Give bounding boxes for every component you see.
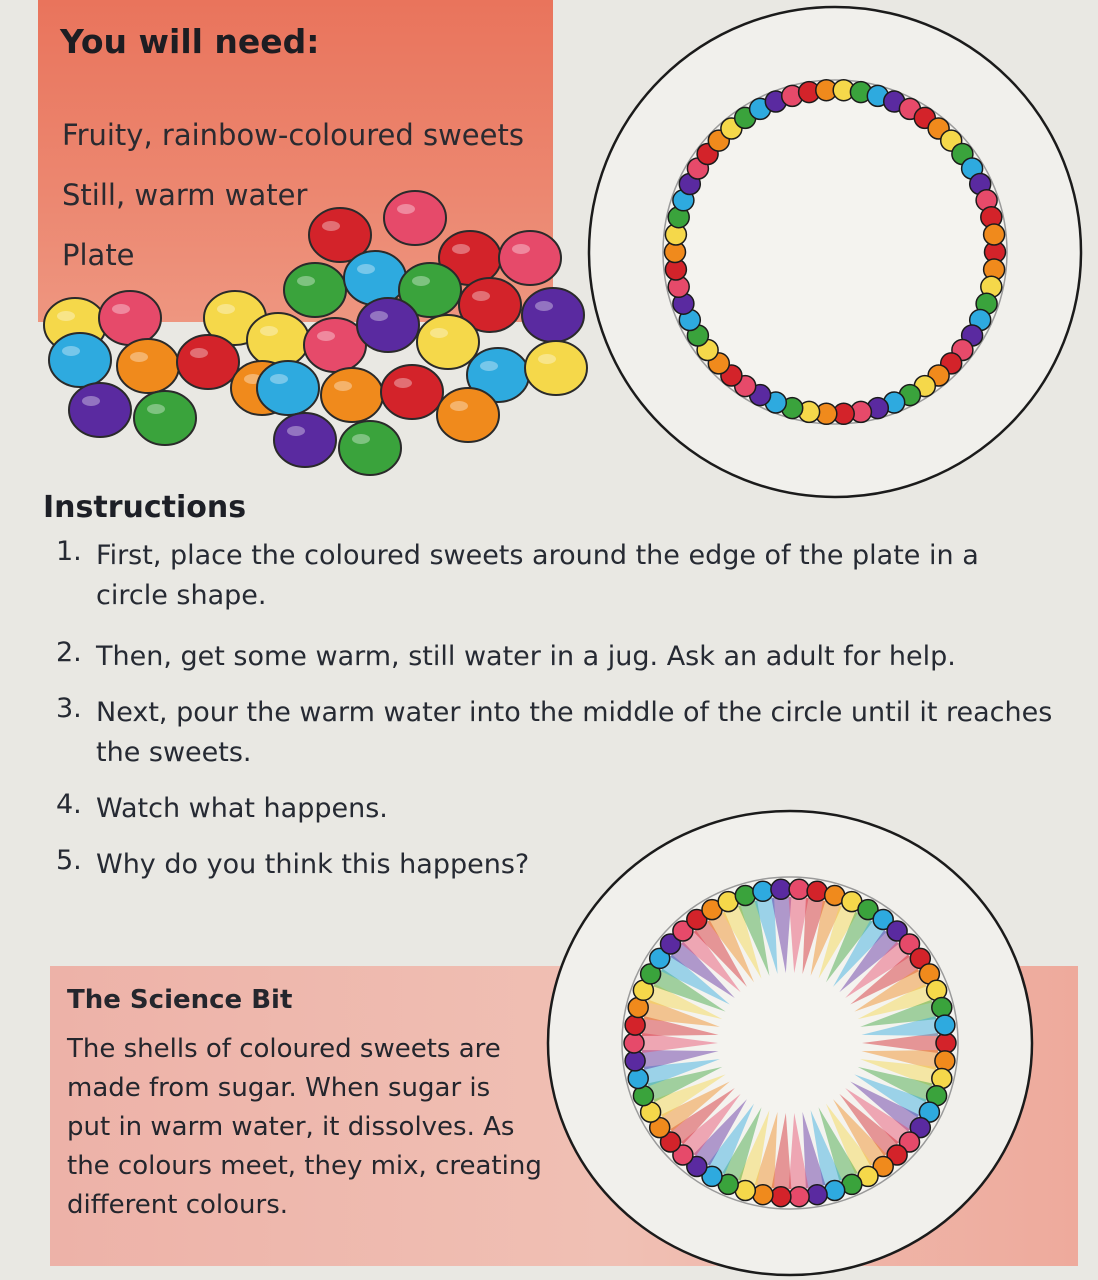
sweet-shine	[260, 326, 278, 336]
sweet	[417, 315, 479, 369]
sweet	[247, 313, 309, 367]
instruction-step-2	[56, 637, 1056, 677]
sweet	[284, 263, 346, 317]
step-number: 5.	[56, 845, 82, 876]
sweet	[935, 1015, 955, 1035]
sweet	[771, 879, 791, 899]
sweet-shine	[538, 354, 556, 364]
sweet	[789, 879, 809, 899]
you-will-need-title: You will need:	[60, 22, 320, 61]
sweet-shine	[130, 352, 148, 362]
sweet-shine	[317, 331, 335, 341]
sweet	[807, 881, 827, 901]
plate-dissolved-colours-illustration	[545, 808, 1035, 1278]
sweet-shine	[352, 434, 370, 444]
need-item-plate: Plate	[62, 238, 135, 272]
step-text-line: the sweets.	[96, 737, 252, 768]
step-text-line: First, place the coloured sweets around the edge of the plate in a	[96, 540, 979, 571]
need-item-water: Still, warm water	[62, 178, 308, 212]
sweet	[936, 1033, 956, 1053]
sweet	[344, 251, 406, 305]
sweet	[117, 339, 179, 393]
science-text-line: The shells of coloured sweets are	[67, 1034, 501, 1064]
sweet	[69, 383, 131, 437]
sweet	[625, 1051, 645, 1071]
sweet	[825, 1181, 845, 1201]
sweet	[134, 391, 196, 445]
sweet-shine	[535, 301, 553, 311]
sweet	[384, 191, 446, 245]
science-text-line: different colours.	[67, 1190, 288, 1220]
sweet	[807, 1185, 827, 1205]
sweet	[771, 1187, 791, 1207]
sweet	[99, 291, 161, 345]
science-text-line: made from sugar. When sugar is	[67, 1073, 491, 1103]
sweet-shine	[430, 328, 448, 338]
science-text-line: put in warm water, it dissolves. As	[67, 1112, 515, 1142]
step-text-line: Watch what happens.	[96, 793, 388, 824]
sweet-shine	[397, 204, 415, 214]
sweet-shine	[287, 426, 305, 436]
sweet	[935, 1051, 955, 1071]
sweet-shine	[190, 348, 208, 358]
sweet-shine	[452, 244, 470, 254]
science-text-line: the colours meet, they mix, creating	[67, 1151, 542, 1181]
plate-with-sweets-illustration	[585, 0, 1085, 500]
step-text-line: Then, get some warm, still water in a jug. Ask an adult for help.	[96, 641, 956, 672]
sweet	[625, 1015, 645, 1035]
sweet-shine	[217, 304, 235, 314]
science-bit-text	[67, 1030, 567, 1225]
sweet-shine	[512, 244, 530, 254]
step-number: 1.	[56, 536, 82, 567]
sweet	[753, 881, 773, 901]
step-text-line: circle shape.	[96, 580, 267, 611]
instruction-step-1	[56, 536, 1056, 616]
science-bit-title: The Science Bit	[67, 985, 293, 1015]
instructions-heading: Instructions	[43, 490, 247, 525]
sweet	[525, 341, 587, 395]
sweet-shine	[394, 378, 412, 388]
sweet	[177, 335, 239, 389]
sweet-shine	[62, 346, 80, 356]
sweet-shine	[147, 404, 165, 414]
step-number: 2.	[56, 637, 82, 668]
sweet	[381, 365, 443, 419]
sweet-shine	[334, 381, 352, 391]
step-number: 4.	[56, 789, 82, 820]
sweet-shine	[412, 276, 430, 286]
sweet	[624, 1033, 644, 1053]
sweet	[274, 413, 336, 467]
sweet-shine	[450, 401, 468, 411]
step-number: 3.	[56, 693, 82, 724]
sweet	[339, 421, 401, 475]
sweet-shine	[57, 311, 75, 321]
sweet	[499, 231, 561, 285]
sweet-shine	[297, 276, 315, 286]
sweet-shine	[357, 264, 375, 274]
step-text-line: Next, pour the warm water into the middle of the circle until it reaches	[96, 697, 1053, 728]
sweets-pile-illustration	[0, 180, 600, 500]
sweet-shine	[322, 221, 340, 231]
sweet	[522, 288, 584, 342]
sweet	[932, 998, 952, 1018]
step-text-line: Why do you think this happens?	[96, 849, 530, 880]
sweet	[49, 333, 111, 387]
sweet	[628, 1069, 648, 1089]
sweet-shine	[370, 311, 388, 321]
need-item-sweets: Fruity, rainbow-coloured sweets	[62, 118, 524, 152]
sweet-shine	[472, 291, 490, 301]
sweet-shine	[112, 304, 130, 314]
sweet	[735, 886, 755, 906]
sweet	[437, 388, 499, 442]
sweet	[257, 361, 319, 415]
sweet	[321, 368, 383, 422]
sweet	[789, 1187, 809, 1207]
sweet-shine	[270, 374, 288, 384]
sweet	[357, 298, 419, 352]
sweet	[753, 1185, 773, 1205]
instruction-step-3	[56, 693, 1086, 773]
sweet-shine	[480, 361, 498, 371]
sweet	[984, 224, 1005, 245]
sweet-shine	[82, 396, 100, 406]
